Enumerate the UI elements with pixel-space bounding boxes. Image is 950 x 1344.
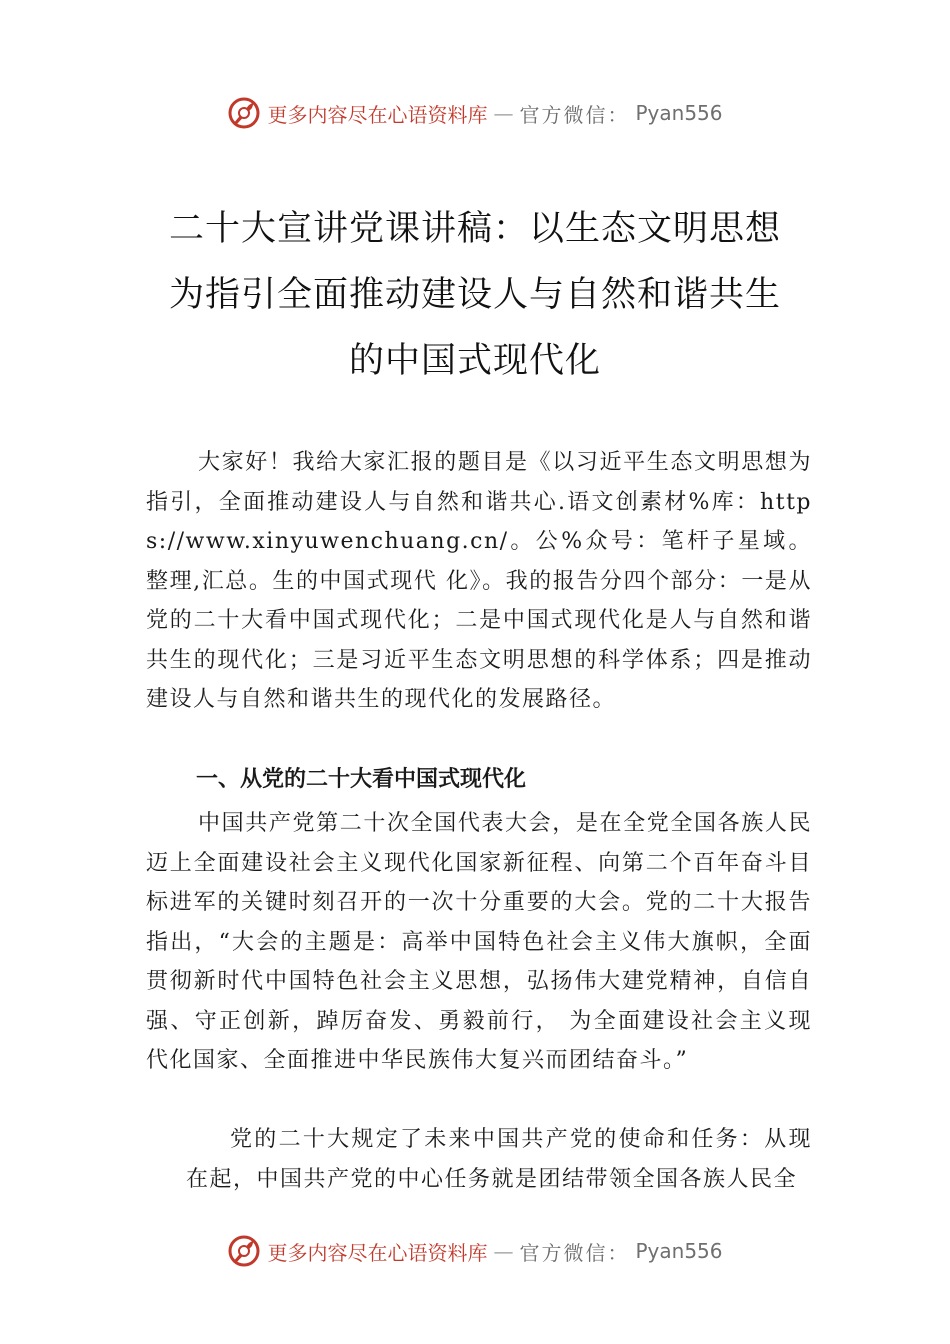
- title-line-2: 为指引全面推动建设人与自然和谐共生: [168, 275, 781, 315]
- banner-wechat-label: 官方微信：: [519, 1240, 630, 1265]
- section-heading-1: 一、从党的二十大看中国式现代化: [196, 767, 527, 792]
- quill-logo-icon: [227, 1234, 261, 1268]
- banner-lead-text: 更多内容尽在心语资料库: [267, 1240, 488, 1265]
- banner-lead-text: 更多内容尽在心语资料库: [267, 102, 488, 127]
- header-banner: [0, 96, 950, 130]
- paragraph-intro: 大家好！我给大家汇报的题目是《以习近平生态文明思想为指引，全面推动建设人与自然和谐共心.语文创素材%库：https://www.xinyuwenchuang.cn/。公%众号：笔杆子星域。整理,汇总。生的中国式现代 化》。我的报告分四个部分：一是从党的二十大看中国式现代化；二是中国式现代化是人与自然和谐共生的现代化；三是习近平生态文明思想的科学体系；四是推动建设人与自然和谐共生的现代化的发展路径。: [146, 450, 812, 712]
- banner-wechat-id: Pyan556: [635, 1239, 723, 1263]
- footer-banner: [0, 1234, 950, 1268]
- banner-dash: —: [493, 1239, 514, 1263]
- banner-wechat-label: 官方微信：: [519, 102, 630, 127]
- quill-logo-icon: [227, 96, 261, 130]
- title-line-3: 的中国式现代化: [348, 341, 601, 381]
- banner-dash: —: [493, 101, 514, 125]
- paragraph-mission: 党的二十大规定了未来中国共产党的使命和任务：从现在起，中国共产党的中心任务就是团结带领全国各族人民全: [186, 1127, 812, 1192]
- title-line-1: 二十大宣讲党课讲稿：以生态文明思想: [168, 209, 781, 249]
- document-title: [0, 196, 950, 394]
- paragraph-congress: 中国共产党第二十次全国代表大会，是在全党全国各族人民迈上全面建设社会主义现代化国家新征程、向第二个百年奋斗目标进军的关键时刻召开的一次十分重要的大会。党的二十大报告指出，“大会的主题是：高举中国特色社会主义伟大旗帜，全面贯彻新时代中国特色社会主义思想，弘扬伟大建党精神，自信自强、守正创新，踔厉奋发、勇毅前行， 为全面建设社会主义现代化国家、全面推进中华民族伟大复兴而团结奋斗。”: [146, 811, 812, 1073]
- banner-wechat-id: Pyan556: [635, 101, 723, 125]
